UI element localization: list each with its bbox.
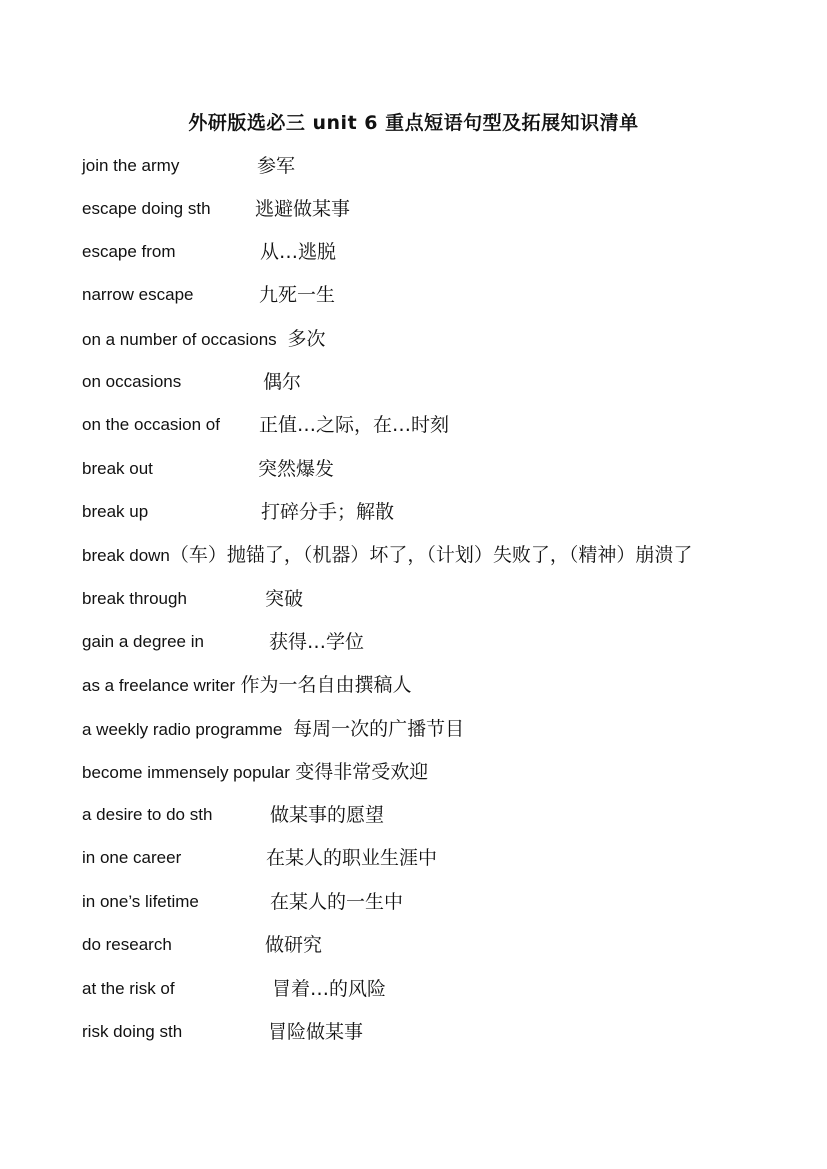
phrase-chinese: 作为一名自由撰稿人: [240, 674, 412, 696]
phrase-english: on the occasion of: [82, 415, 220, 434]
phrase-english: on occasions: [82, 372, 182, 391]
phrase-chinese: 从…逃脱: [260, 241, 337, 263]
phrase-chinese: 突破: [265, 588, 304, 610]
phrase-english: a weekly radio programme: [82, 720, 283, 739]
phrase-english: in one career: [82, 848, 182, 867]
phrase-chinese: 冒险做某事: [268, 1021, 364, 1043]
phrase-entry: [82, 542, 692, 568]
phrase-entry: [82, 716, 464, 742]
phrase-english: escape from: [82, 242, 176, 261]
phrase-english: break up: [82, 502, 149, 521]
phrase-english: gain a degree in: [82, 632, 204, 651]
phrase-chinese: 打碎分手；解散: [261, 501, 395, 523]
phrase-english: in one’s lifetime: [82, 892, 199, 911]
phrase-chinese: 多次: [287, 328, 326, 350]
phrase-chinese: 每周一次的广播节目: [293, 718, 465, 740]
phrase-chinese: 获得…学位: [269, 631, 365, 653]
phrase-chinese: 偶尔: [263, 371, 302, 393]
phrase-chinese: 正值…之际，在…时刻: [259, 414, 450, 436]
phrase-english: do research: [82, 935, 172, 954]
phrase-english: risk doing sth: [82, 1022, 183, 1041]
phrase-english: on a number of occasions: [82, 330, 277, 349]
phrase-english: a desire to do sth: [82, 805, 213, 824]
phrase-chinese: 突然爆发: [258, 458, 335, 480]
phrase-chinese: 做某事的愿望: [270, 804, 385, 826]
document-title: 外研版选必三 unit 6 重点短语句型及拓展知识清单: [188, 112, 639, 134]
phrase-english: break down: [82, 546, 170, 565]
phrase-chinese: 在某人的职业生涯中: [266, 847, 438, 869]
phrase-entry: [82, 759, 428, 785]
phrase-english: join the army: [82, 156, 180, 175]
phrase-english: as a freelance writer: [82, 676, 236, 695]
phrase-english: break out: [82, 459, 153, 478]
phrase-english: break through: [82, 589, 187, 608]
phrase-english: at the risk of: [82, 979, 175, 998]
phrase-english: become immensely popular: [82, 763, 290, 782]
phrase-chinese: （车）抛锚了，（机器）坏了，（计划）失败了，（精神）崩溃了: [169, 544, 693, 566]
phrase-chinese: 变得非常受欢迎: [295, 761, 429, 783]
phrase-english: escape doing sth: [82, 199, 211, 218]
phrase-english: narrow escape: [82, 285, 194, 304]
phrase-chinese: 在某人的一生中: [270, 891, 404, 913]
phrase-entry: [82, 326, 326, 352]
phrase-chinese: 九死一生: [259, 284, 336, 306]
phrase-entry: [82, 672, 412, 698]
phrase-chinese: 参军: [257, 155, 296, 177]
phrase-chinese: 冒着…的风险: [272, 978, 387, 1000]
phrase-chinese: 做研究: [265, 934, 323, 956]
phrase-chinese: 逃避做某事: [255, 198, 351, 220]
